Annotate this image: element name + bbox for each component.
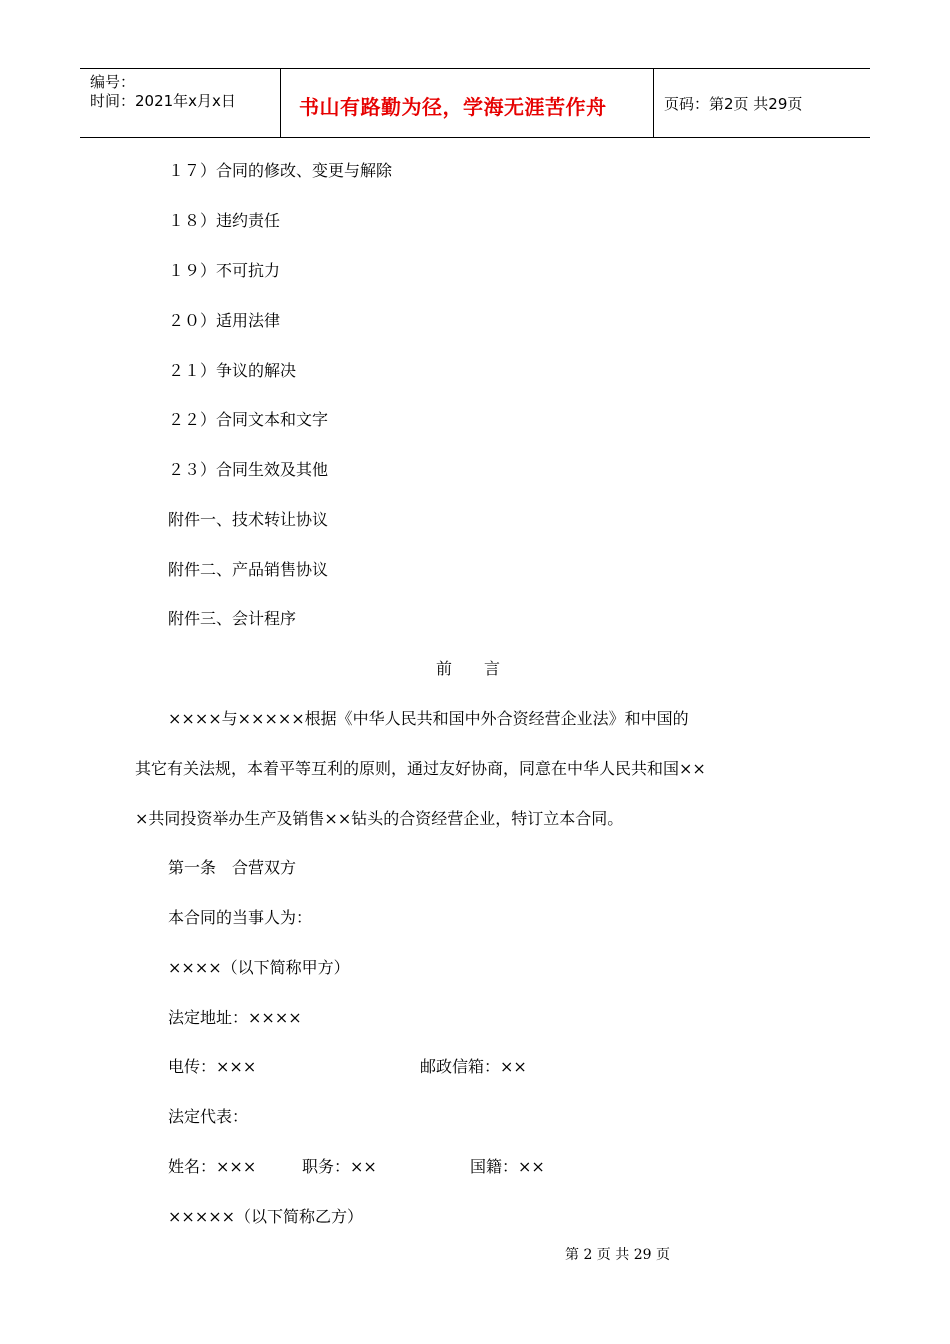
page-footer: 第 2 页 共 29 页 [565, 1247, 670, 1263]
representative-nationality: 国籍：×× [470, 1157, 545, 1176]
toc-appendix: 附件二、产品销售协议 [168, 560, 329, 579]
toc-appendix: 附件一、技术转让协议 [168, 510, 329, 529]
postbox: 邮政信箱：×× [420, 1057, 527, 1076]
representative-position: 职务：×× [302, 1157, 377, 1176]
toc-item: １７）合同的修改、变更与解除 [168, 161, 393, 180]
preface-paragraph-line: 其它有关法规，本着平等互利的原则，通过友好协商，同意在中华人民共和国×× [135, 759, 706, 778]
header-motto-cell [281, 69, 654, 137]
parties-intro: 本合同的当事人为： [168, 908, 313, 927]
preface-paragraph-line: ×共同投资举办生产及销售××钻头的合资经营企业，特订立本合同。 [135, 809, 624, 828]
representative-name: 姓名：××× [168, 1157, 257, 1176]
toc-item: ２２）合同文本和文字 [168, 410, 329, 429]
document-number-label: 编号： [90, 73, 136, 91]
header-page-info: 页码：第2页 共29页 [664, 95, 803, 113]
preface-paragraph-line: ××××与×××××根据《中华人民共和国中外合资经营企业法》和中国的 [168, 709, 689, 728]
toc-appendix: 附件三、会计程序 [168, 609, 297, 628]
party-a: ××××（以下简称甲方） [168, 958, 350, 977]
legal-address: 法定地址：×××× [168, 1008, 302, 1027]
article-heading: 第一条 合营双方 [168, 858, 297, 877]
legal-representative-label: 法定代表： [168, 1107, 249, 1126]
toc-item: １８）违约责任 [168, 211, 281, 230]
telex: 电传：××× [168, 1057, 257, 1076]
header-page-cell [654, 69, 870, 137]
header-motto: 书山有路勤为径，学海无涯苦作舟 [299, 95, 607, 119]
header-meta-cell [80, 69, 281, 137]
preface-heading: 前 言 [436, 659, 501, 678]
document-date-label: 时间：2021年x月x日 [90, 92, 236, 110]
party-b: ×××××（以下简称乙方） [168, 1207, 364, 1226]
toc-item: １９）不可抗力 [168, 261, 281, 280]
page-header [80, 68, 870, 138]
toc-item: ２０）适用法律 [168, 311, 281, 330]
toc-item: ２１）争议的解决 [168, 361, 297, 380]
toc-item: ２３）合同生效及其他 [168, 460, 329, 479]
